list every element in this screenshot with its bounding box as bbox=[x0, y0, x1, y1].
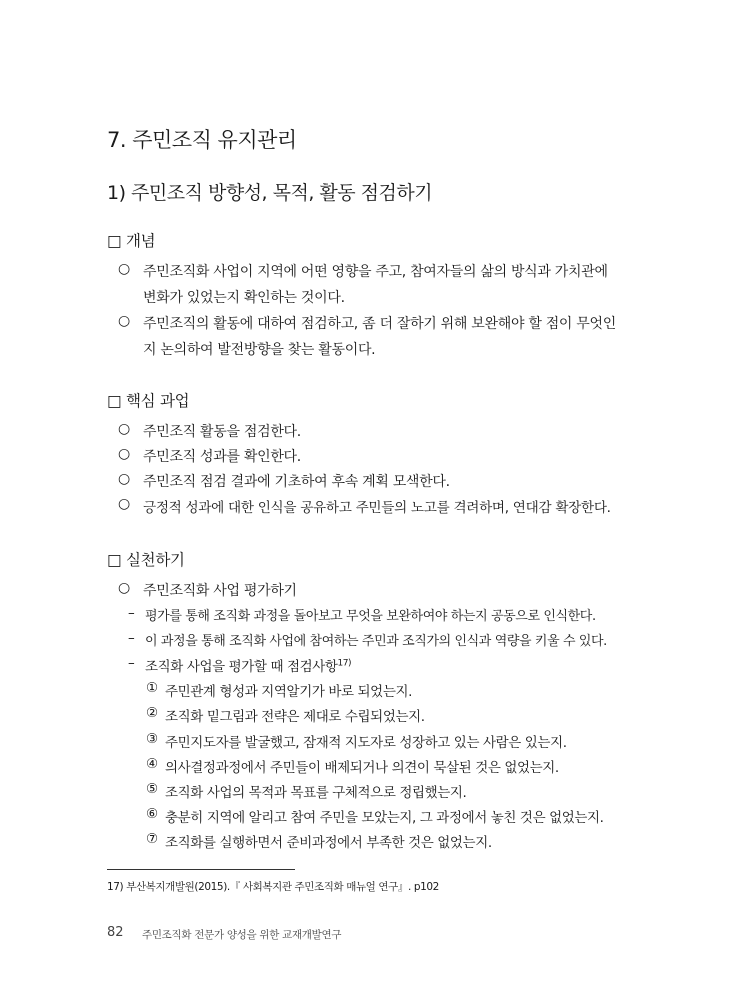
item-text: 긍정적 성과에 대한 인식을 공유하고 주민들의 노고를 격려하며, 연대감 확장한다. bbox=[143, 500, 611, 516]
bullet-circle: ○ bbox=[118, 471, 130, 487]
dash-text: 이 과정을 통해 조직화 사업에 참여하는 주민과 조직가의 인식과 역량을 키울 수 있다. bbox=[145, 634, 607, 649]
circled-number: ⑤ bbox=[146, 781, 158, 797]
circled-number: ② bbox=[146, 705, 158, 721]
circled-number: ⑦ bbox=[146, 831, 158, 847]
check-text: 주민지도자를 발굴했고, 잠재적 지도자로 성장하고 있는 사람은 있는지. bbox=[165, 735, 567, 751]
bullet-dash: – bbox=[128, 630, 135, 646]
circled-number: ① bbox=[146, 680, 158, 696]
item-text-line: 주민조직의 활동에 대하여 점검하고, 좀 더 잘하기 위해 보완해야 할 점이 무엇인 bbox=[143, 316, 616, 332]
section-title-practice: □ 실천하기 bbox=[107, 551, 185, 569]
section-title-concept: □ 개념 bbox=[107, 232, 156, 250]
bullet-circle: ○ bbox=[118, 446, 130, 462]
item-text-line: 주민조직화 사업이 지역에 어떤 영향을 주고, 참여자들의 삶의 방식과 가치관에 bbox=[143, 264, 608, 280]
section-title-tasks: □ 핵심 과업 bbox=[107, 392, 190, 410]
check-text: 충분히 지역에 알리고 참여 주민을 모았는지, 그 과정에서 놓친 것은 없었는지. bbox=[165, 810, 604, 826]
item-text: 주민조직 점검 결과에 기초하여 후속 계획 모색한다. bbox=[143, 474, 450, 490]
footnote-divider bbox=[107, 869, 295, 870]
circled-number: ③ bbox=[146, 731, 158, 747]
bullet-dash: – bbox=[128, 605, 135, 621]
check-text: 조직화 사업의 목적과 목표를 구체적으로 정립했는지. bbox=[165, 785, 467, 801]
check-text: 의사결정과정에서 주민들이 배제되거나 의견이 묵살된 것은 없었는지. bbox=[165, 760, 559, 776]
item-text: 주민조직화 사업 평가하기 bbox=[143, 583, 297, 599]
check-text: 조직화를 실행하면서 준비과정에서 부족한 것은 없었는지. bbox=[165, 835, 492, 851]
footnote: 17) 부산복지개발원(2015).『 사회복지관 주민조직화 매뉴얼 연구』. p102 bbox=[107, 881, 439, 893]
item-text: 주민조직 활동을 점검한다. bbox=[143, 424, 301, 440]
item-text: 주민조직 성과를 확인한다. bbox=[143, 449, 301, 465]
check-text: 조직화 밑그림과 전략은 제대로 수립되었는지. bbox=[165, 709, 425, 725]
heading-level1: 7. 주민조직 유지관리 bbox=[107, 128, 297, 152]
running-title: 주민조직화 전문가 양성을 위한 교재개발연구 bbox=[142, 929, 342, 941]
item-text-line: 지 논의하여 발전방향을 찾는 활동이다. bbox=[143, 342, 376, 358]
bullet-circle: ○ bbox=[118, 580, 130, 596]
item-text-line: 변화가 있었는지 확인하는 것이다. bbox=[143, 290, 345, 306]
bullet-circle: ○ bbox=[118, 313, 130, 329]
heading-level2: 1) 주민조직 방향성, 목적, 활동 점검하기 bbox=[107, 182, 433, 204]
footnote-ref[interactable]: 17) bbox=[337, 658, 352, 669]
check-text: 주민관계 형성과 지역알기가 바로 되었는지. bbox=[165, 684, 412, 700]
bullet-circle: ○ bbox=[118, 421, 130, 437]
bullet-circle: ○ bbox=[118, 261, 130, 277]
circled-number: ④ bbox=[146, 756, 158, 772]
dash-text: 평가를 통해 조직화 과정을 돌아보고 무엇을 보완하여야 하는지 공동으로 인식한다. bbox=[145, 609, 596, 624]
dash-text bbox=[145, 655, 351, 675]
dash-text-body: 조직화 사업을 평가할 때 점검사항 bbox=[145, 659, 338, 675]
bullet-dash: – bbox=[128, 655, 135, 671]
bullet-circle: ○ bbox=[118, 496, 130, 512]
page-number: 82 bbox=[107, 925, 124, 940]
circled-number: ⑥ bbox=[146, 806, 158, 822]
